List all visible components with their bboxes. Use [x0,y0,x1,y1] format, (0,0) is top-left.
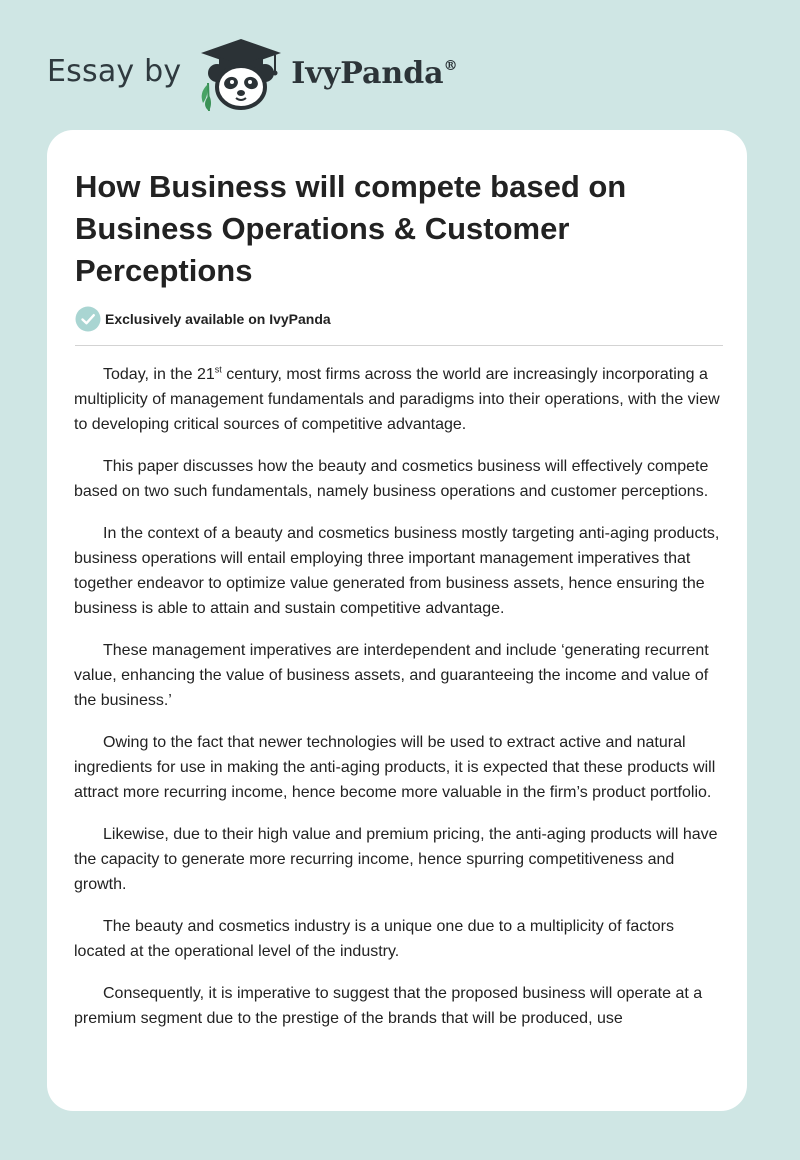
check-circle-icon [75,306,101,332]
paragraph: This paper discusses how the beauty and cosmetics business will effectively compete based on two such fundamentals, namely business operations and customer perceptions. [74,458,709,500]
paragraph-text: century, most firms across the world are increasingly incorporating a multiplicity of management fundamentals and paradigms into their operations, with the view to developing critical sources of competitive advantage. [74,366,720,433]
exclusive-label: Exclusively available on IvyPanda [105,311,331,327]
brand-prefix: Essay by [47,53,182,89]
essay-card [47,130,747,1111]
exclusive-badge [75,306,331,332]
paragraph: Owing to the fact that newer technologies will be used to extract active and natural ingredients for use in making the anti-aging products, it is expected that these products will attract more recurring income, hence become more valuable in the firm’s product portfolio. [74,734,716,801]
brand-name [291,56,457,91]
paragraph: These management imperatives are interdependent and include ‘generating recurrent value, enhancing the value of business assets, and guaranteeing the income and value of the business.’ [74,642,709,709]
essay-body [74,362,724,1048]
paragraph: Likewise, due to their high value and premium pricing, the anti-aging products will have the capacity to generate more recurring income, hence spurring competitiveness and growth. [74,826,718,893]
divider [75,345,723,346]
paragraph: In the context of a beauty and cosmetics business mostly targeting anti-aging products, business operations will entail employing three important management imperatives that together endeavor to optimize value generated from business assets, hence ensuring the business is able to attain and sustain competitive advantage. [74,525,720,617]
brand-header [47,34,458,114]
page-title: How Business will compete based on Business Operations & Customer Perceptions [75,169,627,288]
brand-name-text: IvyPanda [291,55,444,91]
registered-mark: ® [443,57,458,74]
paragraph: The beauty and cosmetics industry is a unique one due to a multiplicity of factors located at the operational level of the industry. [74,918,674,960]
paragraph: Consequently, it is imperative to suggest that the proposed business will operate at a premium segment due to the prestige of the brands that will be produced, use [74,985,703,1027]
paragraph-text: Today, in the 21 [103,366,215,383]
panda-graduation-cap-icon[interactable] [195,35,287,113]
paragraph [74,362,724,437]
superscript: st [214,364,222,375]
